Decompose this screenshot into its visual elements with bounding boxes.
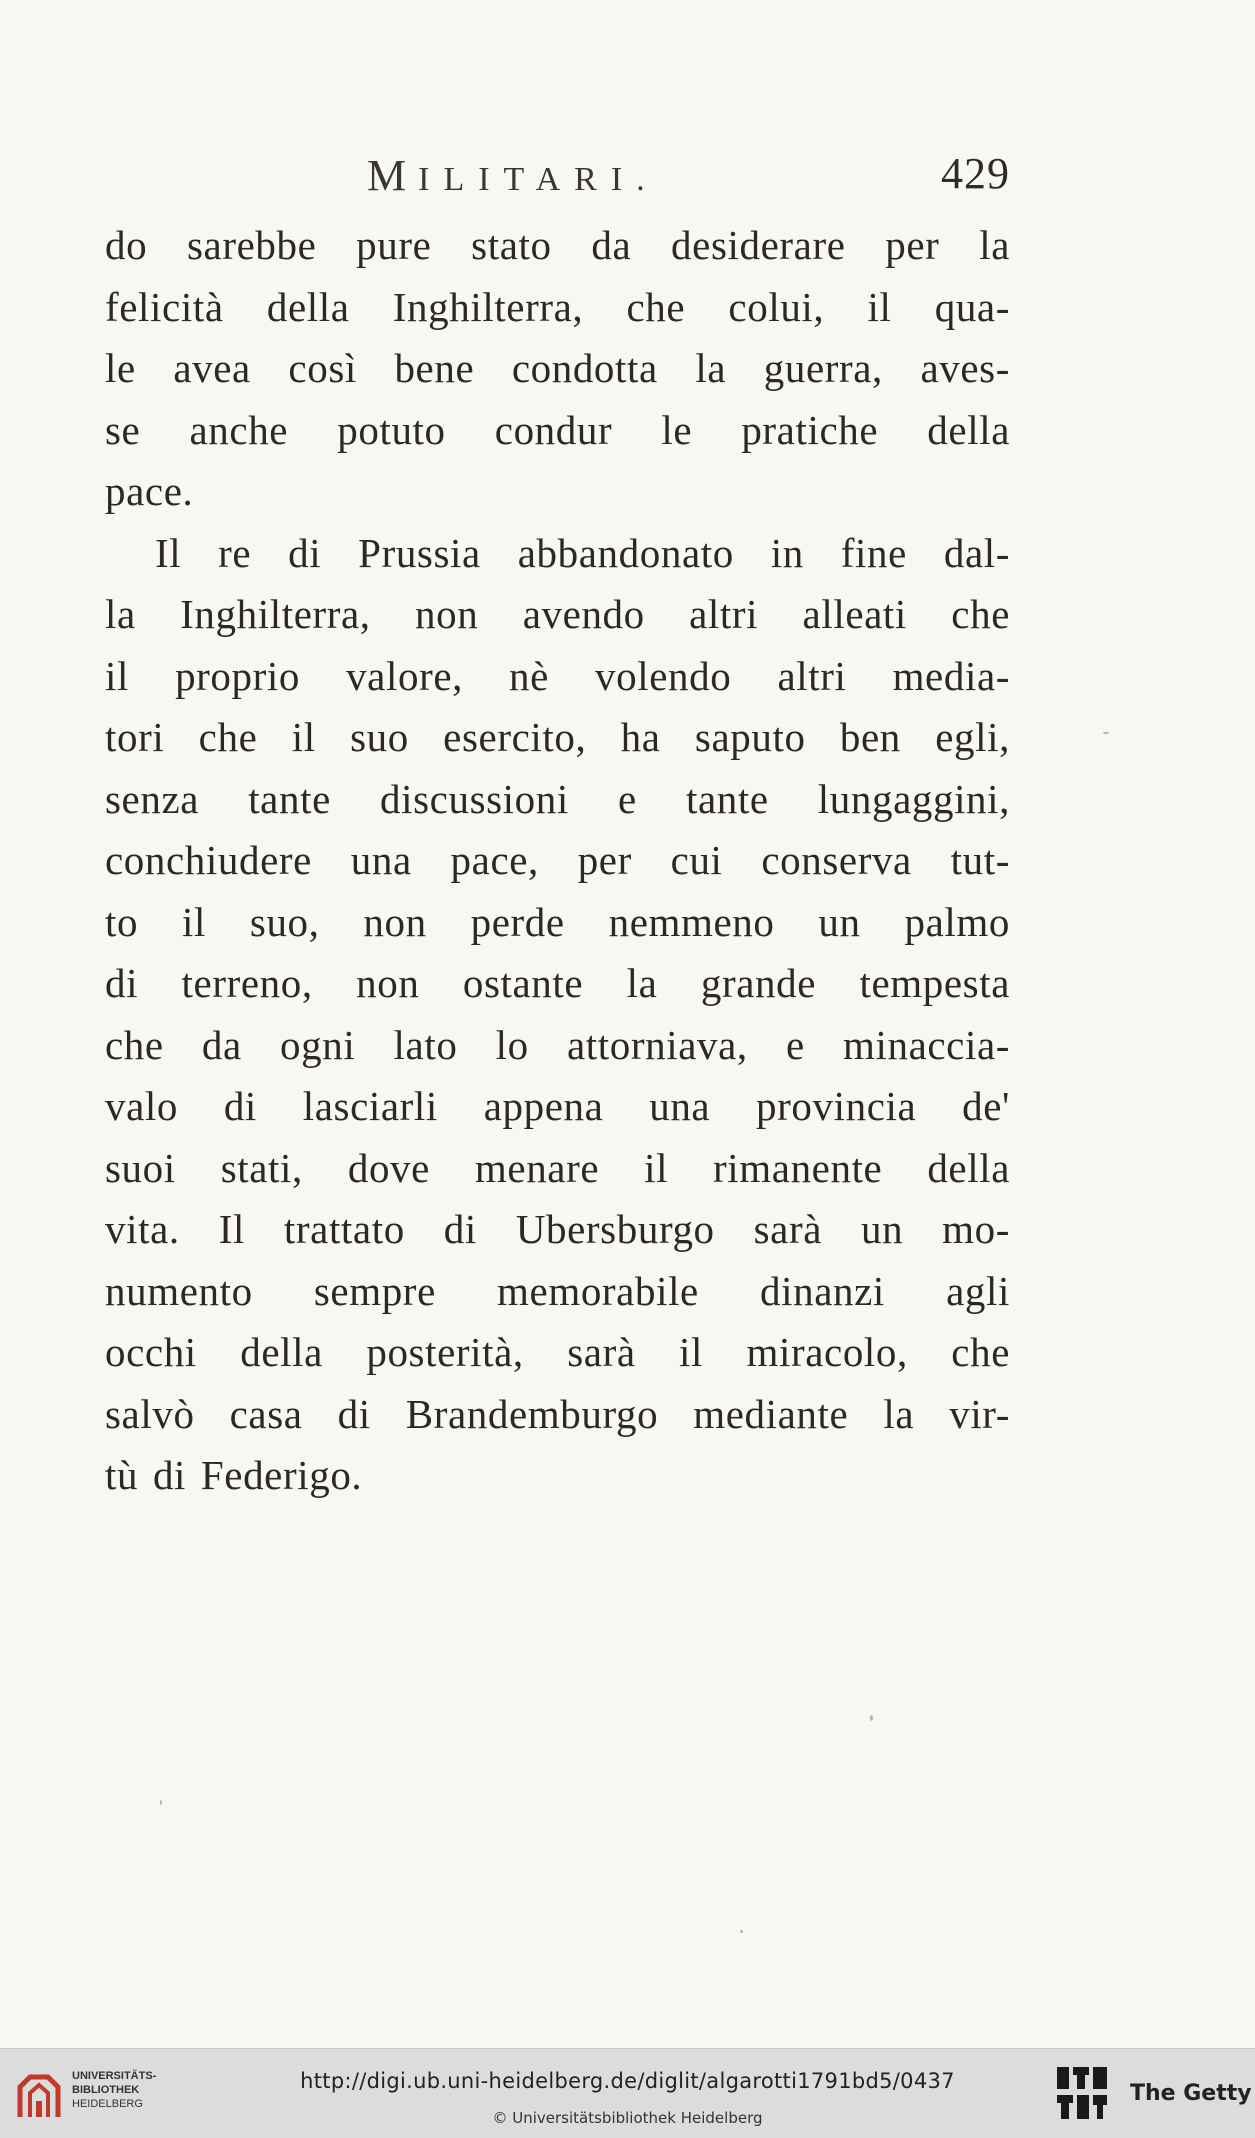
text-line: occhi della posterità, sarà il miracolo, che — [105, 1329, 1010, 1375]
permalink-url[interactable]: http://digi.ub.uni-heidelberg.de/diglit/algarotti1791bd5/0437 — [300, 2069, 955, 2093]
page-number: 429 — [941, 149, 1010, 198]
running-head-initial: M — [367, 151, 419, 200]
library-name-line: UNIVERSITÄTS- — [72, 2070, 157, 2082]
text-line: valo di lasciarli appena una provincia de' — [105, 1083, 1010, 1129]
text-line: felicità della Inghilterra, che colui, il qua- — [105, 283, 1010, 330]
text-line: suoi stati, dove menare il rimanente della — [105, 1144, 1010, 1191]
text-line: numento sempre memorabile dinanzi agli — [105, 1267, 1010, 1314]
paper-speck — [870, 1715, 873, 1721]
text-line: le avea così bene condotta la guerra, aves- — [105, 345, 1010, 391]
copyright-notice: © Universitätsbibliothek Heidelberg — [492, 2109, 763, 2127]
library-name-line: HEIDELBERG — [72, 2098, 143, 2110]
text-line: pace. — [105, 468, 194, 514]
text-line: vita. Il trattato di Ubersburgo sarà un mo- — [105, 1206, 1010, 1252]
paper-speck — [740, 1930, 743, 1933]
page-header — [105, 150, 1010, 210]
text-line: di terreno, non ostante la grande tempesta — [105, 960, 1010, 1006]
running-head-text: ILITARI. — [418, 161, 659, 198]
body-text — [105, 215, 1010, 1507]
text-line: senza tante discussioni e tante lungaggini, — [105, 775, 1010, 822]
paper-speck — [160, 1800, 162, 1805]
text-line: salvò casa di Brandemburgo mediante la vir- — [105, 1390, 1010, 1437]
text-line: la Inghilterra, non avendo altri alleati che — [105, 591, 1010, 637]
text-line: se anche potuto condur le pratiche della — [105, 406, 1010, 453]
text-line: conchiudere una pace, per cui conserva tut- — [105, 837, 1010, 883]
getty-logo-icon — [1055, 2063, 1111, 2123]
text-line: il proprio valore, nè volendo altri media- — [105, 652, 1010, 699]
partner-name: The Getty — [1130, 2081, 1252, 2106]
text-line: che da ogni lato lo attorniava, e minaccia- — [105, 1021, 1010, 1068]
running-head — [367, 150, 659, 201]
text-line: tori che il suo esercito, ha saputo ben egli, — [105, 714, 1010, 760]
library-name-line: BIBLIOTHEK — [72, 2084, 140, 2096]
paragraph-start-line: Il re di Prussia abbandonato in fine dal- — [155, 529, 1010, 576]
text-line: to il suo, non perde nemmeno un palmo — [105, 898, 1010, 945]
paper-speck — [1103, 732, 1109, 734]
footer-bar — [0, 2048, 1255, 2138]
text-line: do sarebbe pure stato da desiderare per la — [105, 222, 1010, 268]
text-line: tù di Federigo. — [105, 1452, 363, 1498]
